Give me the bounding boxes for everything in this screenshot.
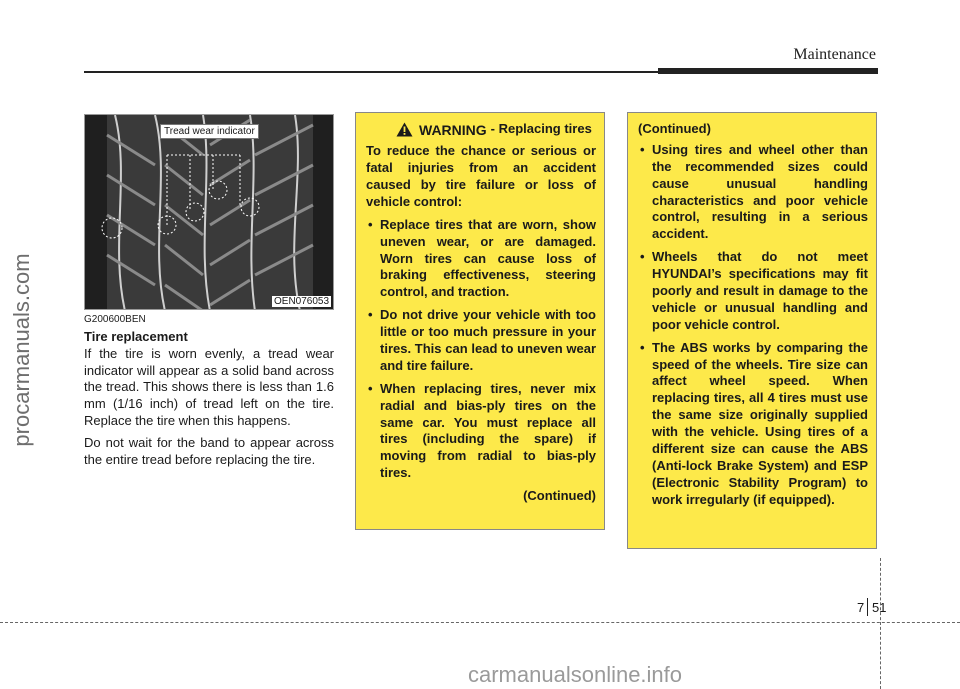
- warning-bullet: • Do not drive your vehicle with too little or too much pressure in your tires. This can lead to uneven wear and tire failure.: [366, 307, 596, 375]
- warning-panel: [355, 112, 605, 530]
- section-code: G200600BEN: [84, 314, 146, 325]
- header-rule-accent: [658, 68, 878, 74]
- page-chapter: 7: [857, 600, 865, 615]
- warning-triangle-icon: [396, 122, 413, 137]
- section-title: Tire replacement: [84, 329, 188, 344]
- figure-code: OEN076053: [274, 296, 330, 307]
- warning-bullet: • When replacing tires, never mix radial and bias-ply tires on the same car. You must replace all tires (including the spare) if moving from radial to bias-ply tires.: [366, 381, 596, 482]
- warning-intro: To reduce the chance or serious or fatal injuries from an accident caused by tire failure or loss of vehicle control:: [366, 143, 596, 209]
- warning-continued: (Continued): [523, 488, 596, 504]
- continuation-bullet: • The ABS works by comparing the speed of the wheels. Tire size can affect wheel speed. When replacing tires, all 4 tires must use the same size originally supplied with the vehicle. Using tires of a different size can cause the ABS (Anti-lock Brake System) and ESP (Electronic Stability Program) to work irregularly (if equipped).: [638, 340, 868, 509]
- side-watermark-text: procarmanuals.com: [9, 253, 34, 447]
- continuation-bullet: • Wheels that do not meet HYUNDAI’s specifications may fit poorly and result in damage to the vehicle or unusual handling and poor vehicle control.: [638, 249, 868, 333]
- continuation-panel: [627, 112, 877, 549]
- continuation-label: (Continued): [638, 121, 711, 136]
- left-column: [84, 314, 334, 474]
- bottom-watermark: carmanualsonline.info: [468, 662, 683, 687]
- body-paragraph: Do not wait for the band to appear across the entire tread before replacing the tire.: [84, 435, 334, 467]
- warning-heading-text: [419, 121, 592, 139]
- continuation-bullet-list: [638, 142, 868, 509]
- warning-bullet: • Replace tires that are worn, show uneven wear, or are damaged. Worn tires can cause loss of braking effectiveness, steering control, and traction.: [366, 217, 596, 301]
- tread-wear-callout: Tread wear indicator: [160, 124, 259, 139]
- warning-word: WARNING: [419, 122, 487, 138]
- warning-bullet-list: [366, 217, 596, 482]
- page-number: 51: [872, 600, 887, 615]
- body-paragraph: If the tire is worn evenly, a tread wear indicator will appear as a solid band across the tread. This shows there is less than 1.6 mm (1/16 inch) of tread left on the tire. Replace the tire when this happens.: [84, 346, 334, 428]
- side-watermark: [2, 160, 42, 540]
- tire-tread-figure: [84, 114, 334, 310]
- warning-heading: [366, 121, 596, 139]
- tire-tread-illustration: [85, 115, 334, 310]
- footer-vertical-rule: [880, 558, 881, 689]
- continuation-bullet: • Using tires and wheel other than the recommended sizes could cause unusual handling characteristics and poor vehicle control, resulting in a serious accident.: [638, 142, 868, 243]
- warning-topic: - Replacing tires: [490, 121, 592, 136]
- page-number-separator: [867, 598, 868, 616]
- footer-rule: [0, 622, 960, 623]
- header-title: Maintenance: [793, 46, 876, 63]
